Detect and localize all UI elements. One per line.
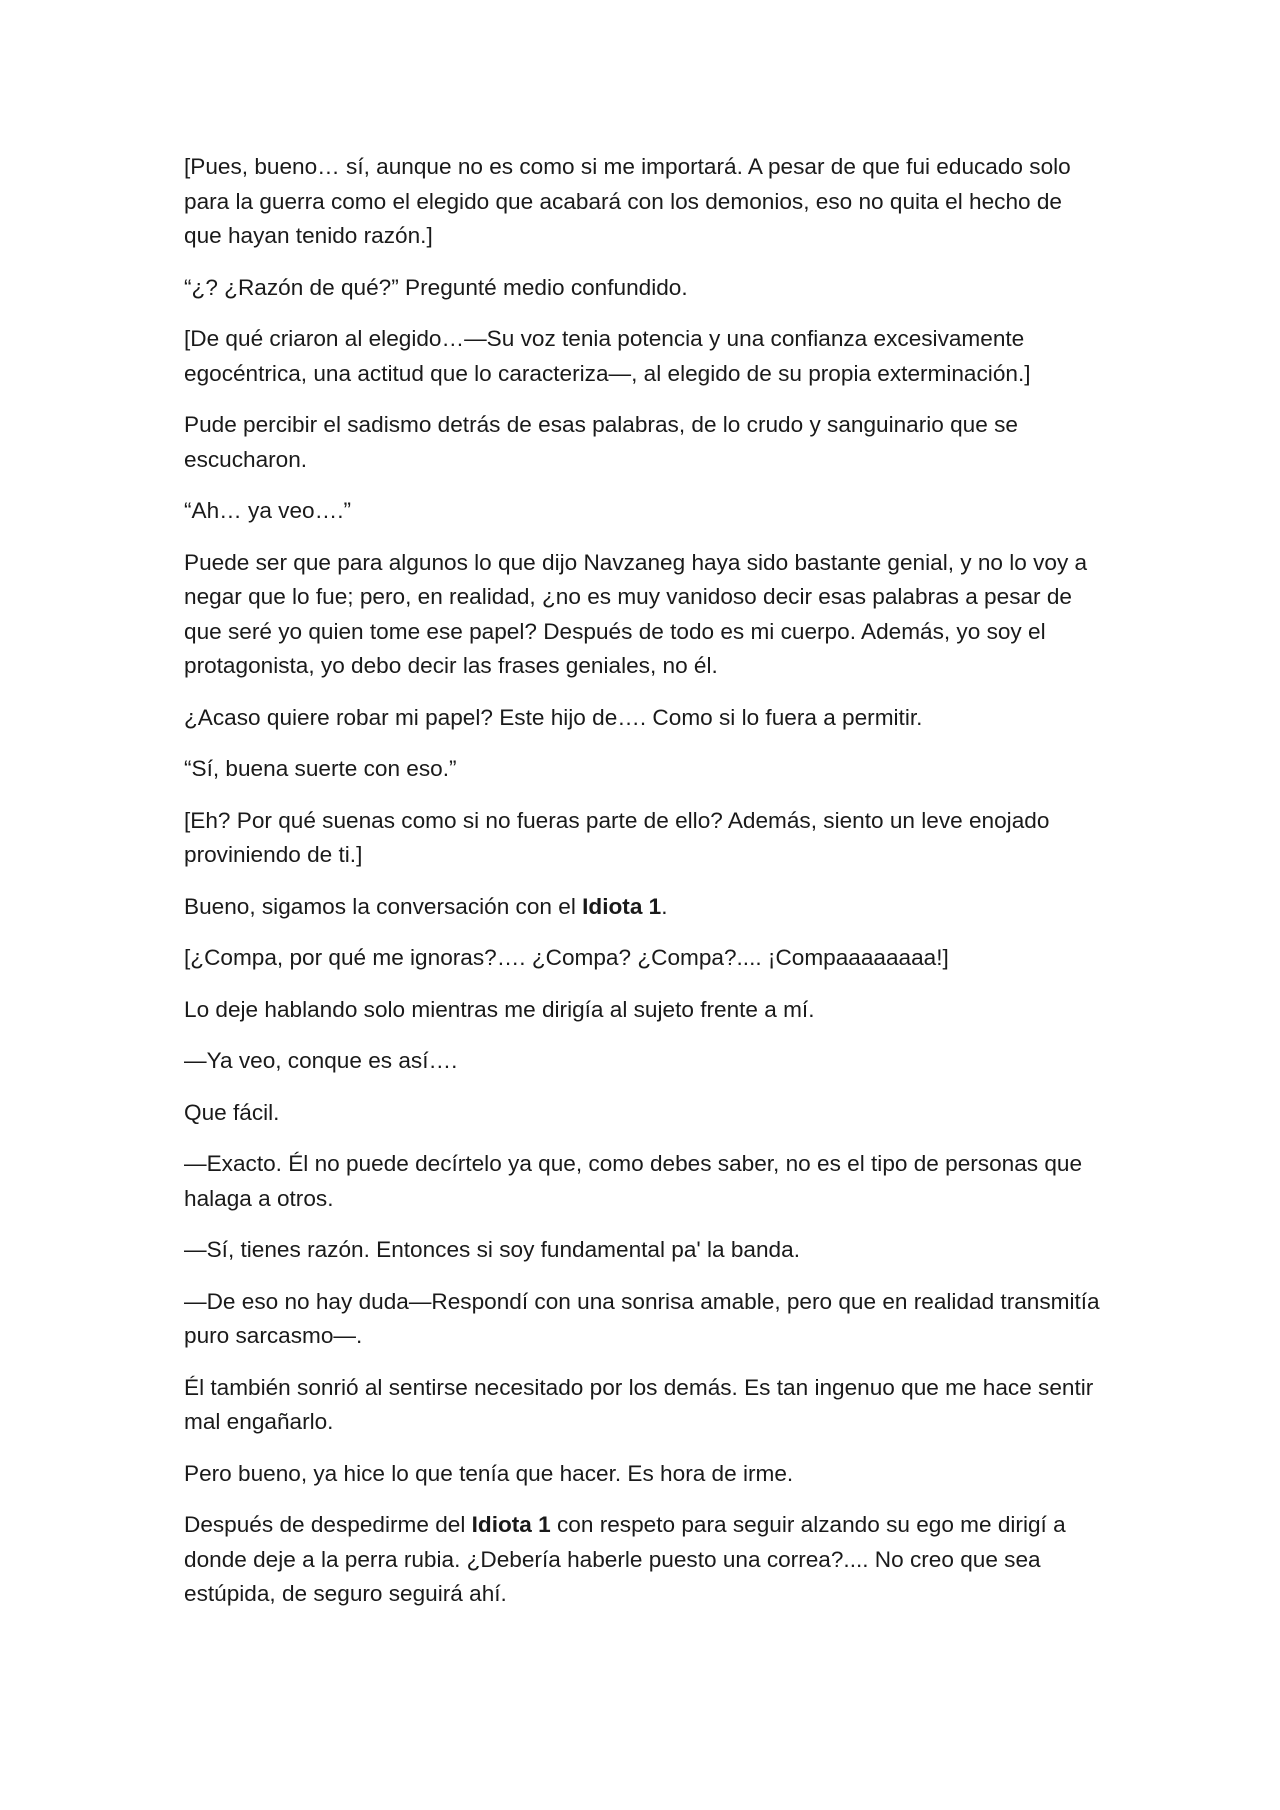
text-segment: —Ya veo, conque es así…. <box>184 1048 458 1073</box>
text-segment: [¿Compa, por qué me ignoras?…. ¿Compa? ¿Compa?.... ¡Compaaaaaaaa!] <box>184 945 949 970</box>
paragraph <box>184 1457 1104 1492</box>
text-segment: Pero bueno, ya hice lo que tenía que hacer. Es hora de irme. <box>184 1460 794 1486</box>
bold-text: Idiota 1 <box>582 893 662 919</box>
paragraph <box>184 1508 1104 1612</box>
paragraph <box>184 1044 1104 1079</box>
text-segment: “Sí, buena suerte con eso.” <box>184 756 457 781</box>
paragraph <box>184 1096 1104 1131</box>
bold-text: Idiota 1 <box>471 1512 551 1537</box>
paragraph <box>184 1147 1104 1216</box>
paragraph <box>184 1233 1104 1268</box>
paragraph <box>184 701 1104 736</box>
text-segment: Puede ser que para algunos lo que dijo Navzaneg haya sido bastante genial, y no lo voy a negar que lo fue; pero, en realidad, ¿no es muy vanidoso decir esas palabras a pesar de que seré yo quien tome ese papel? Después de todo es mi cuerpo. Además, yo soy el protagonista, yo debo decir las frases geniales, no él. <box>184 549 1088 678</box>
text-segment: Después de despedirme del <box>184 1512 472 1537</box>
text-segment: [De qué criaron al elegido…—Su voz tenia potencia y una confianza excesivamente egocéntrica, una actitud que lo caracteriza—, al elegido de su propia exterminación.] <box>184 326 1031 386</box>
paragraph <box>184 494 1104 529</box>
paragraph <box>184 1285 1104 1354</box>
text-segment: Lo deje hablando solo mientras me dirigía al sujeto frente a mí. <box>184 996 815 1022</box>
document-page <box>184 150 1104 1629</box>
text-segment: Pude percibir el sadismo detrás de esas palabras, de lo crudo y sanguinario que se escucharon. <box>184 412 1018 472</box>
paragraph <box>184 150 1104 254</box>
text-segment: ¿Acaso quiere robar mi papel? Este hijo de…. Como si lo fuera a permitir. <box>184 704 923 730</box>
paragraph <box>184 1371 1104 1440</box>
paragraph <box>184 408 1104 477</box>
text-segment: [Pues, bueno… sí, aunque no es como si me importará. A pesar de que fui educado solo para la guerra como el elegido que acabará con los demonios, eso no quita el hecho de que hayan tenido razón.] <box>184 154 1071 248</box>
text-segment: Él también sonrió al sentirse necesitado por los demás. Es tan ingenuo que me hace sentir mal engañarlo. <box>184 1374 1094 1434</box>
text-segment: “Ah… ya veo….” <box>184 498 351 523</box>
paragraph <box>184 993 1104 1028</box>
paragraph <box>184 804 1104 873</box>
paragraph <box>184 752 1104 787</box>
text-segment: con respeto para seguir alzando su ego me dirigí a donde deje a la perra rubia. ¿Debería haberle puesto una correa?.... No creo que sea estúpida, de seguro seguirá ahí. <box>184 1512 1066 1606</box>
paragraph <box>184 322 1104 391</box>
text-segment: —Exacto. Él no puede decírtelo ya que, como debes saber, no es el tipo de personas que halaga a otros. <box>184 1151 1083 1211</box>
text-segment: Bueno, sigamos la conversación con el <box>184 893 583 919</box>
text-segment: —Sí, tienes razón. Entonces si soy fundamental pa' la banda. <box>184 1237 800 1262</box>
text-segment: [Eh? Por qué suenas como si no fueras parte de ello? Además, siento un leve enojado proviniendo de ti.] <box>184 807 1050 867</box>
paragraph <box>184 546 1104 684</box>
text-segment: . <box>661 893 668 919</box>
text-segment: “¿? ¿Razón de qué?” Pregunté medio confundido. <box>184 274 688 300</box>
paragraph <box>184 890 1104 925</box>
text-segment: —De eso no hay duda—Respondí con una sonrisa amable, pero que en realidad transmitía puro sarcasmo—. <box>184 1288 1100 1348</box>
paragraph <box>184 941 1104 976</box>
text-segment: Que fácil. <box>184 1099 280 1125</box>
paragraph <box>184 271 1104 306</box>
